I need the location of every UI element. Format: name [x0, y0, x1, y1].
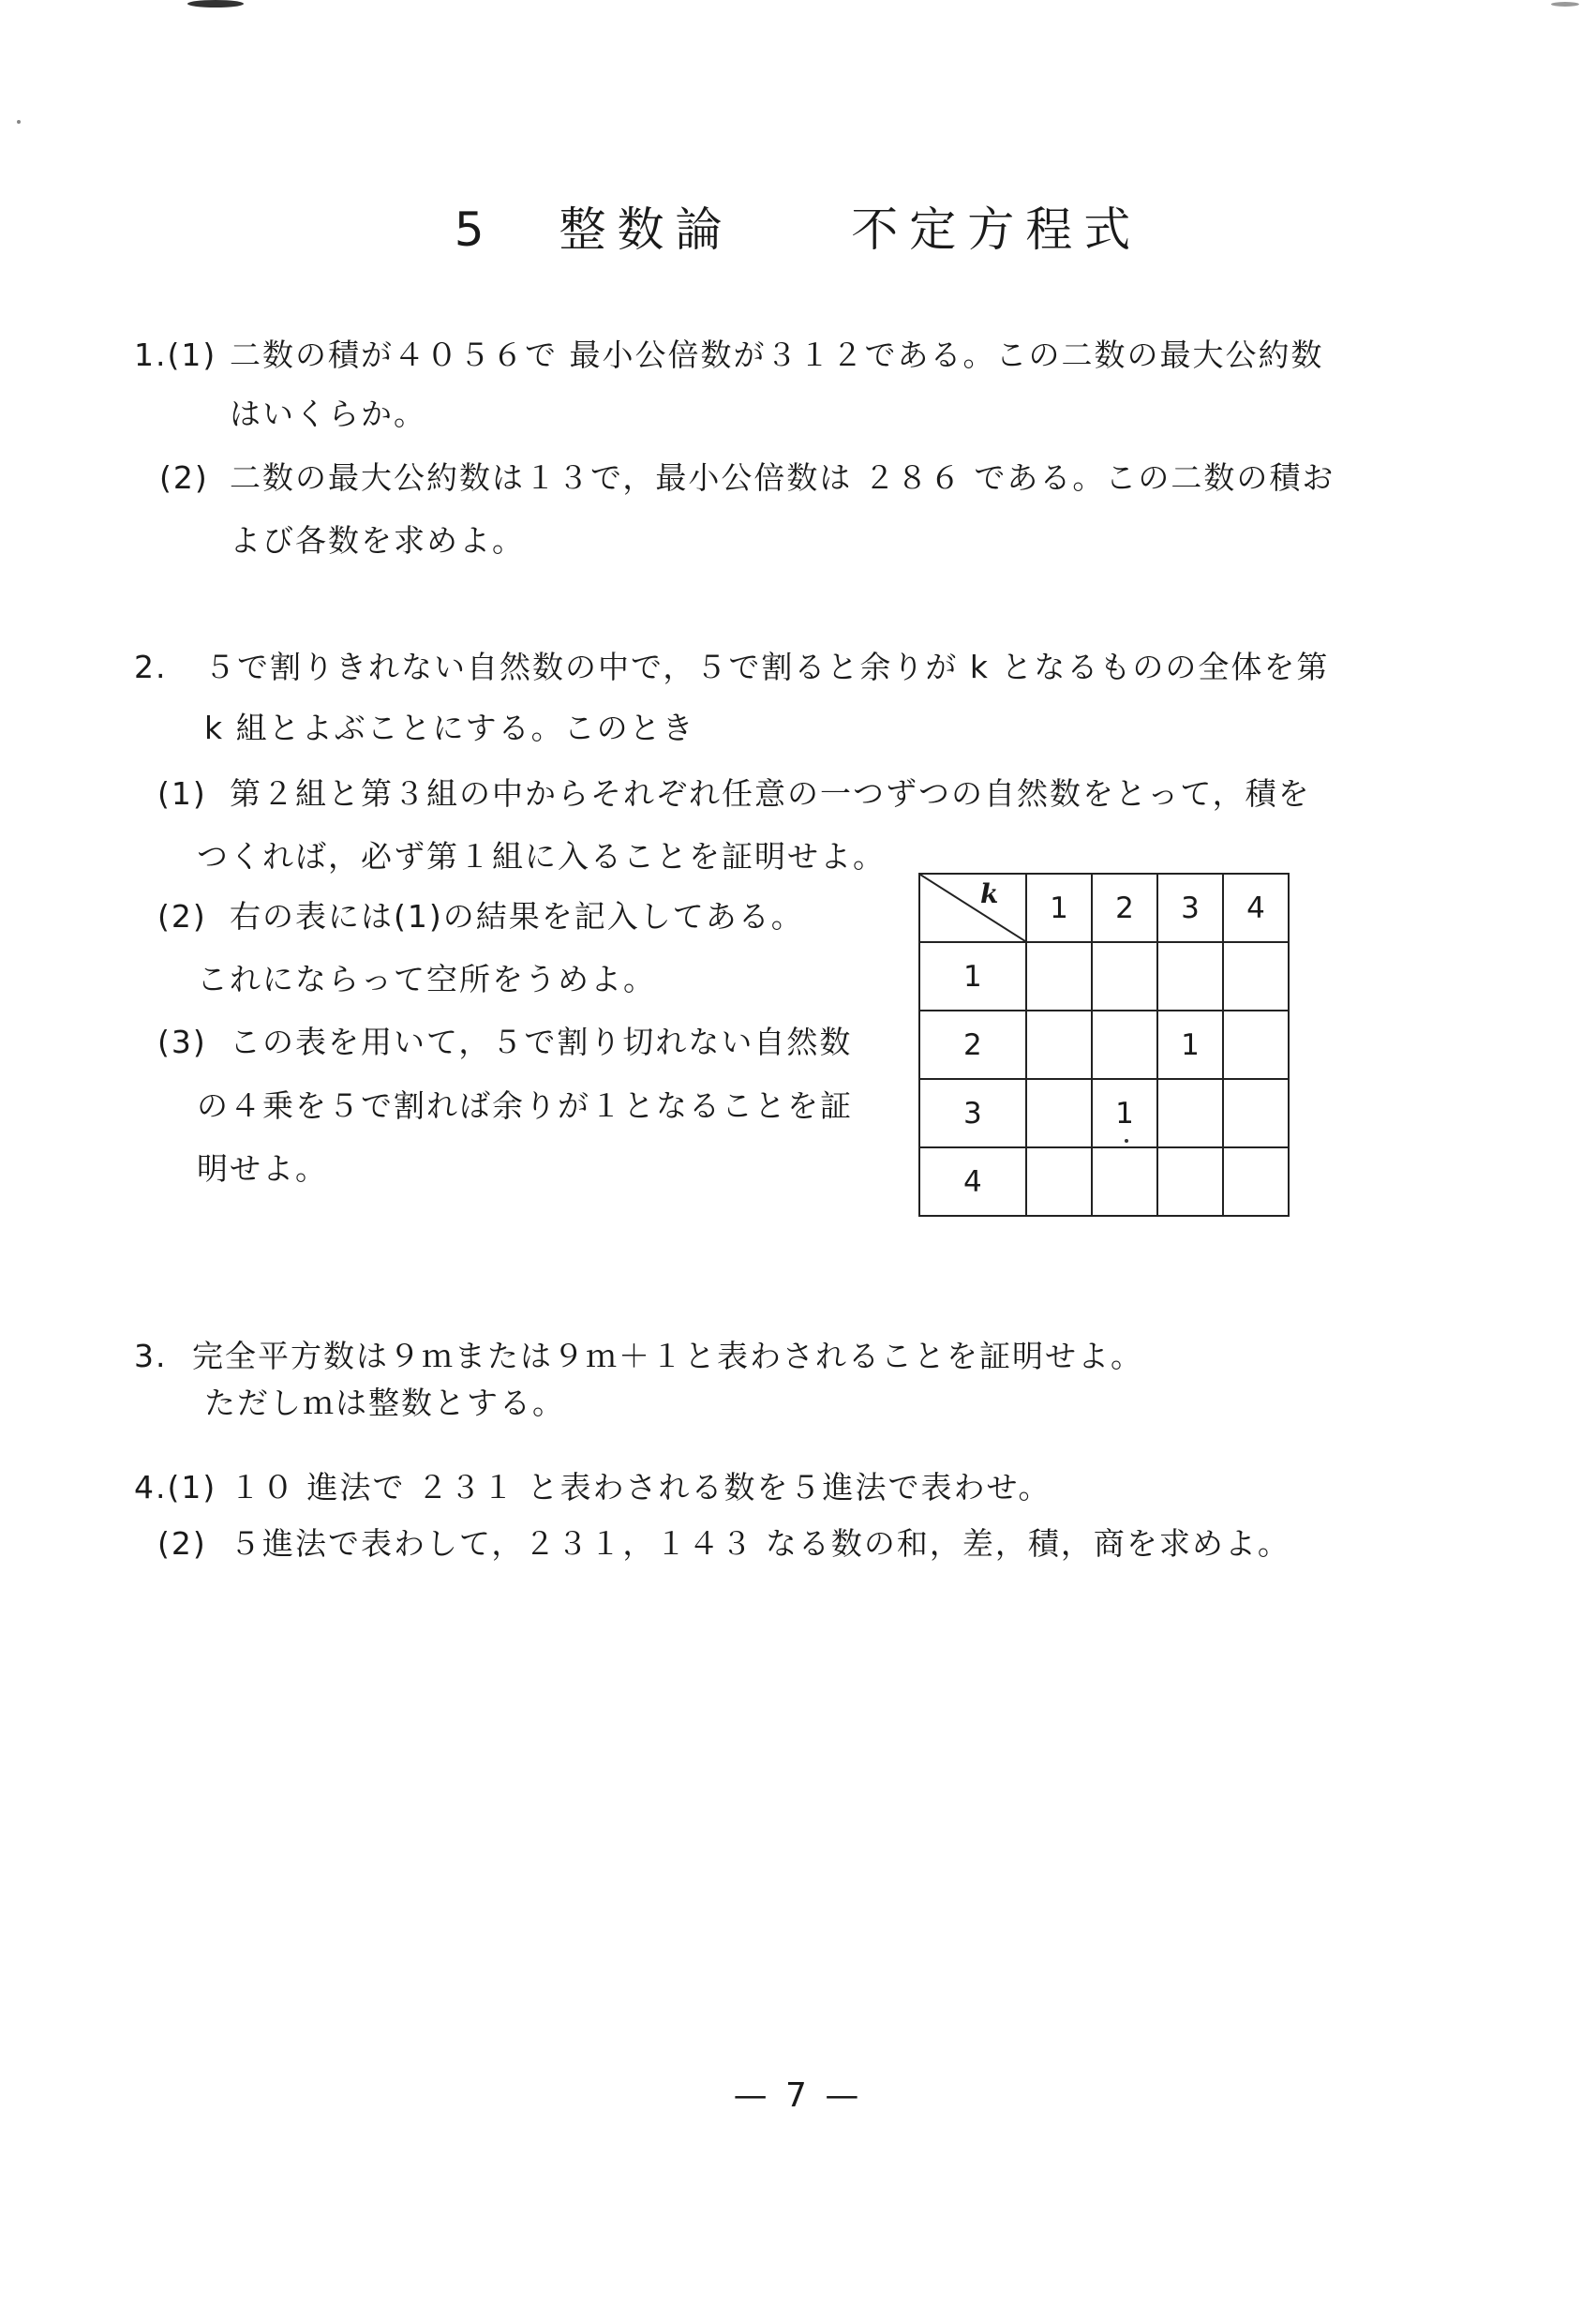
chapter-number: 5 [454, 202, 496, 257]
table-row-header: 4 [919, 1147, 1026, 1216]
problem-2-3-label: (3) [157, 1024, 207, 1060]
problem-3-line-2: ただしｍは整数とする。 [204, 1385, 565, 1421]
problem-2-1-line-2: つくれば，必ず第１組に入ることを証明せよ。 [197, 838, 886, 875]
problem-2-1-line-1: 第２組と第３組の中からそれぞれ任意の一つずつの自然数をとって，積を [230, 775, 1311, 812]
problem-2-3-line-3: 明せよ。 [197, 1150, 328, 1187]
scan-artifact [187, 0, 244, 7]
table-cell [1026, 1011, 1092, 1079]
table-cell [1157, 1147, 1223, 1216]
table-cell [1026, 1079, 1092, 1147]
table-col-header: 1 [1026, 874, 1092, 942]
table-cell [1092, 1011, 1157, 1079]
table-cell: 1 [1157, 1011, 1223, 1079]
table-cell [1092, 1147, 1157, 1216]
chapter-topic: 整数論 [559, 202, 734, 257]
table-header-row [919, 874, 1289, 942]
problem-1-2-label: (2) [159, 459, 209, 496]
table-row [919, 1011, 1289, 1079]
problem-2-3-line-2: の４乗を５で割れば余りが１となることを証 [197, 1087, 853, 1124]
table-cell [1223, 942, 1289, 1011]
table-row [919, 942, 1289, 1011]
problem-2-2-line-2: これにならって空所をうめよ。 [197, 961, 656, 997]
table-cell [1157, 942, 1223, 1011]
table-col-header: 4 [1223, 874, 1289, 942]
table-cell: 1 [1092, 1079, 1157, 1147]
problem-2-3-line-1: この表を用いて，５で割り切れない自然数 [230, 1024, 853, 1060]
problem-1-1-line-1: 二数の積が４０５６で 最小公倍数が３１２である。この二数の最大公約数 [230, 337, 1324, 373]
table-corner-cell [919, 874, 1026, 942]
problem-3-label: 3. [134, 1338, 168, 1374]
problem-4-2-line-1: ５進法で表わして，２３１，１４３ なる数の和，差，積，商を求めよ。 [230, 1525, 1290, 1562]
problem-1-label: 1.(1) [134, 337, 217, 373]
problem-1-2-line-1: 二数の最大公約数は１３で，最小公倍数は ２８６ である。この二数の積お [230, 459, 1335, 496]
problem-2-2-label: (2) [157, 898, 207, 935]
problem-2-1-label: (1) [157, 775, 207, 812]
table-cell [1223, 1079, 1289, 1147]
table-cell [1026, 942, 1092, 1011]
table-cell [1223, 1011, 1289, 1079]
page-number: — 7 — [733, 2076, 863, 2115]
table-corner-label: k [980, 878, 999, 909]
problem-1-2-line-2: よび各数を求めよ。 [230, 522, 525, 559]
table-cell [1092, 942, 1157, 1011]
table-row-header: 1 [919, 942, 1026, 1011]
chapter-subtopic: 不定方程式 [851, 202, 1142, 257]
table-cell [1223, 1147, 1289, 1216]
table-row [919, 1079, 1289, 1147]
table-cell [1026, 1147, 1092, 1216]
remainder-table [918, 873, 1290, 1217]
scan-artifact [17, 120, 21, 124]
table-cell [1157, 1079, 1223, 1147]
page-title [0, 192, 1596, 260]
problem-4-2-label: (2) [157, 1525, 207, 1562]
problem-4-label: 4.(1) [134, 1469, 217, 1506]
problem-4-1-line-1: １０ 進法で ２３１ と表わされる数を５進法で表わせ。 [230, 1469, 1052, 1506]
problem-2-intro-line-1: ５で割りきれない自然数の中で，５で割ると余りが k となるものの全体を第 [204, 649, 1330, 685]
problem-2-intro-line-2: k 組とよぶことにする。このとき [204, 710, 695, 746]
scan-artifact [1125, 1139, 1128, 1143]
diagonal-divider [920, 875, 1025, 941]
table-col-header: 3 [1157, 874, 1223, 942]
table-row-header: 3 [919, 1079, 1026, 1147]
table-col-header: 2 [1092, 874, 1157, 942]
problem-1-1-line-2: はいくらか。 [230, 396, 426, 432]
table-row [919, 1147, 1289, 1216]
scan-artifact [1551, 2, 1579, 7]
problem-2-2-line-1: 右の表には(1)の結果を記入してある。 [230, 898, 804, 935]
table-row-header: 2 [919, 1011, 1026, 1079]
problem-3-line-1: 完全平方数は９ｍまたは９ｍ＋１と表わされることを証明せよ。 [192, 1338, 1143, 1374]
problem-2-label: 2. [134, 649, 168, 685]
